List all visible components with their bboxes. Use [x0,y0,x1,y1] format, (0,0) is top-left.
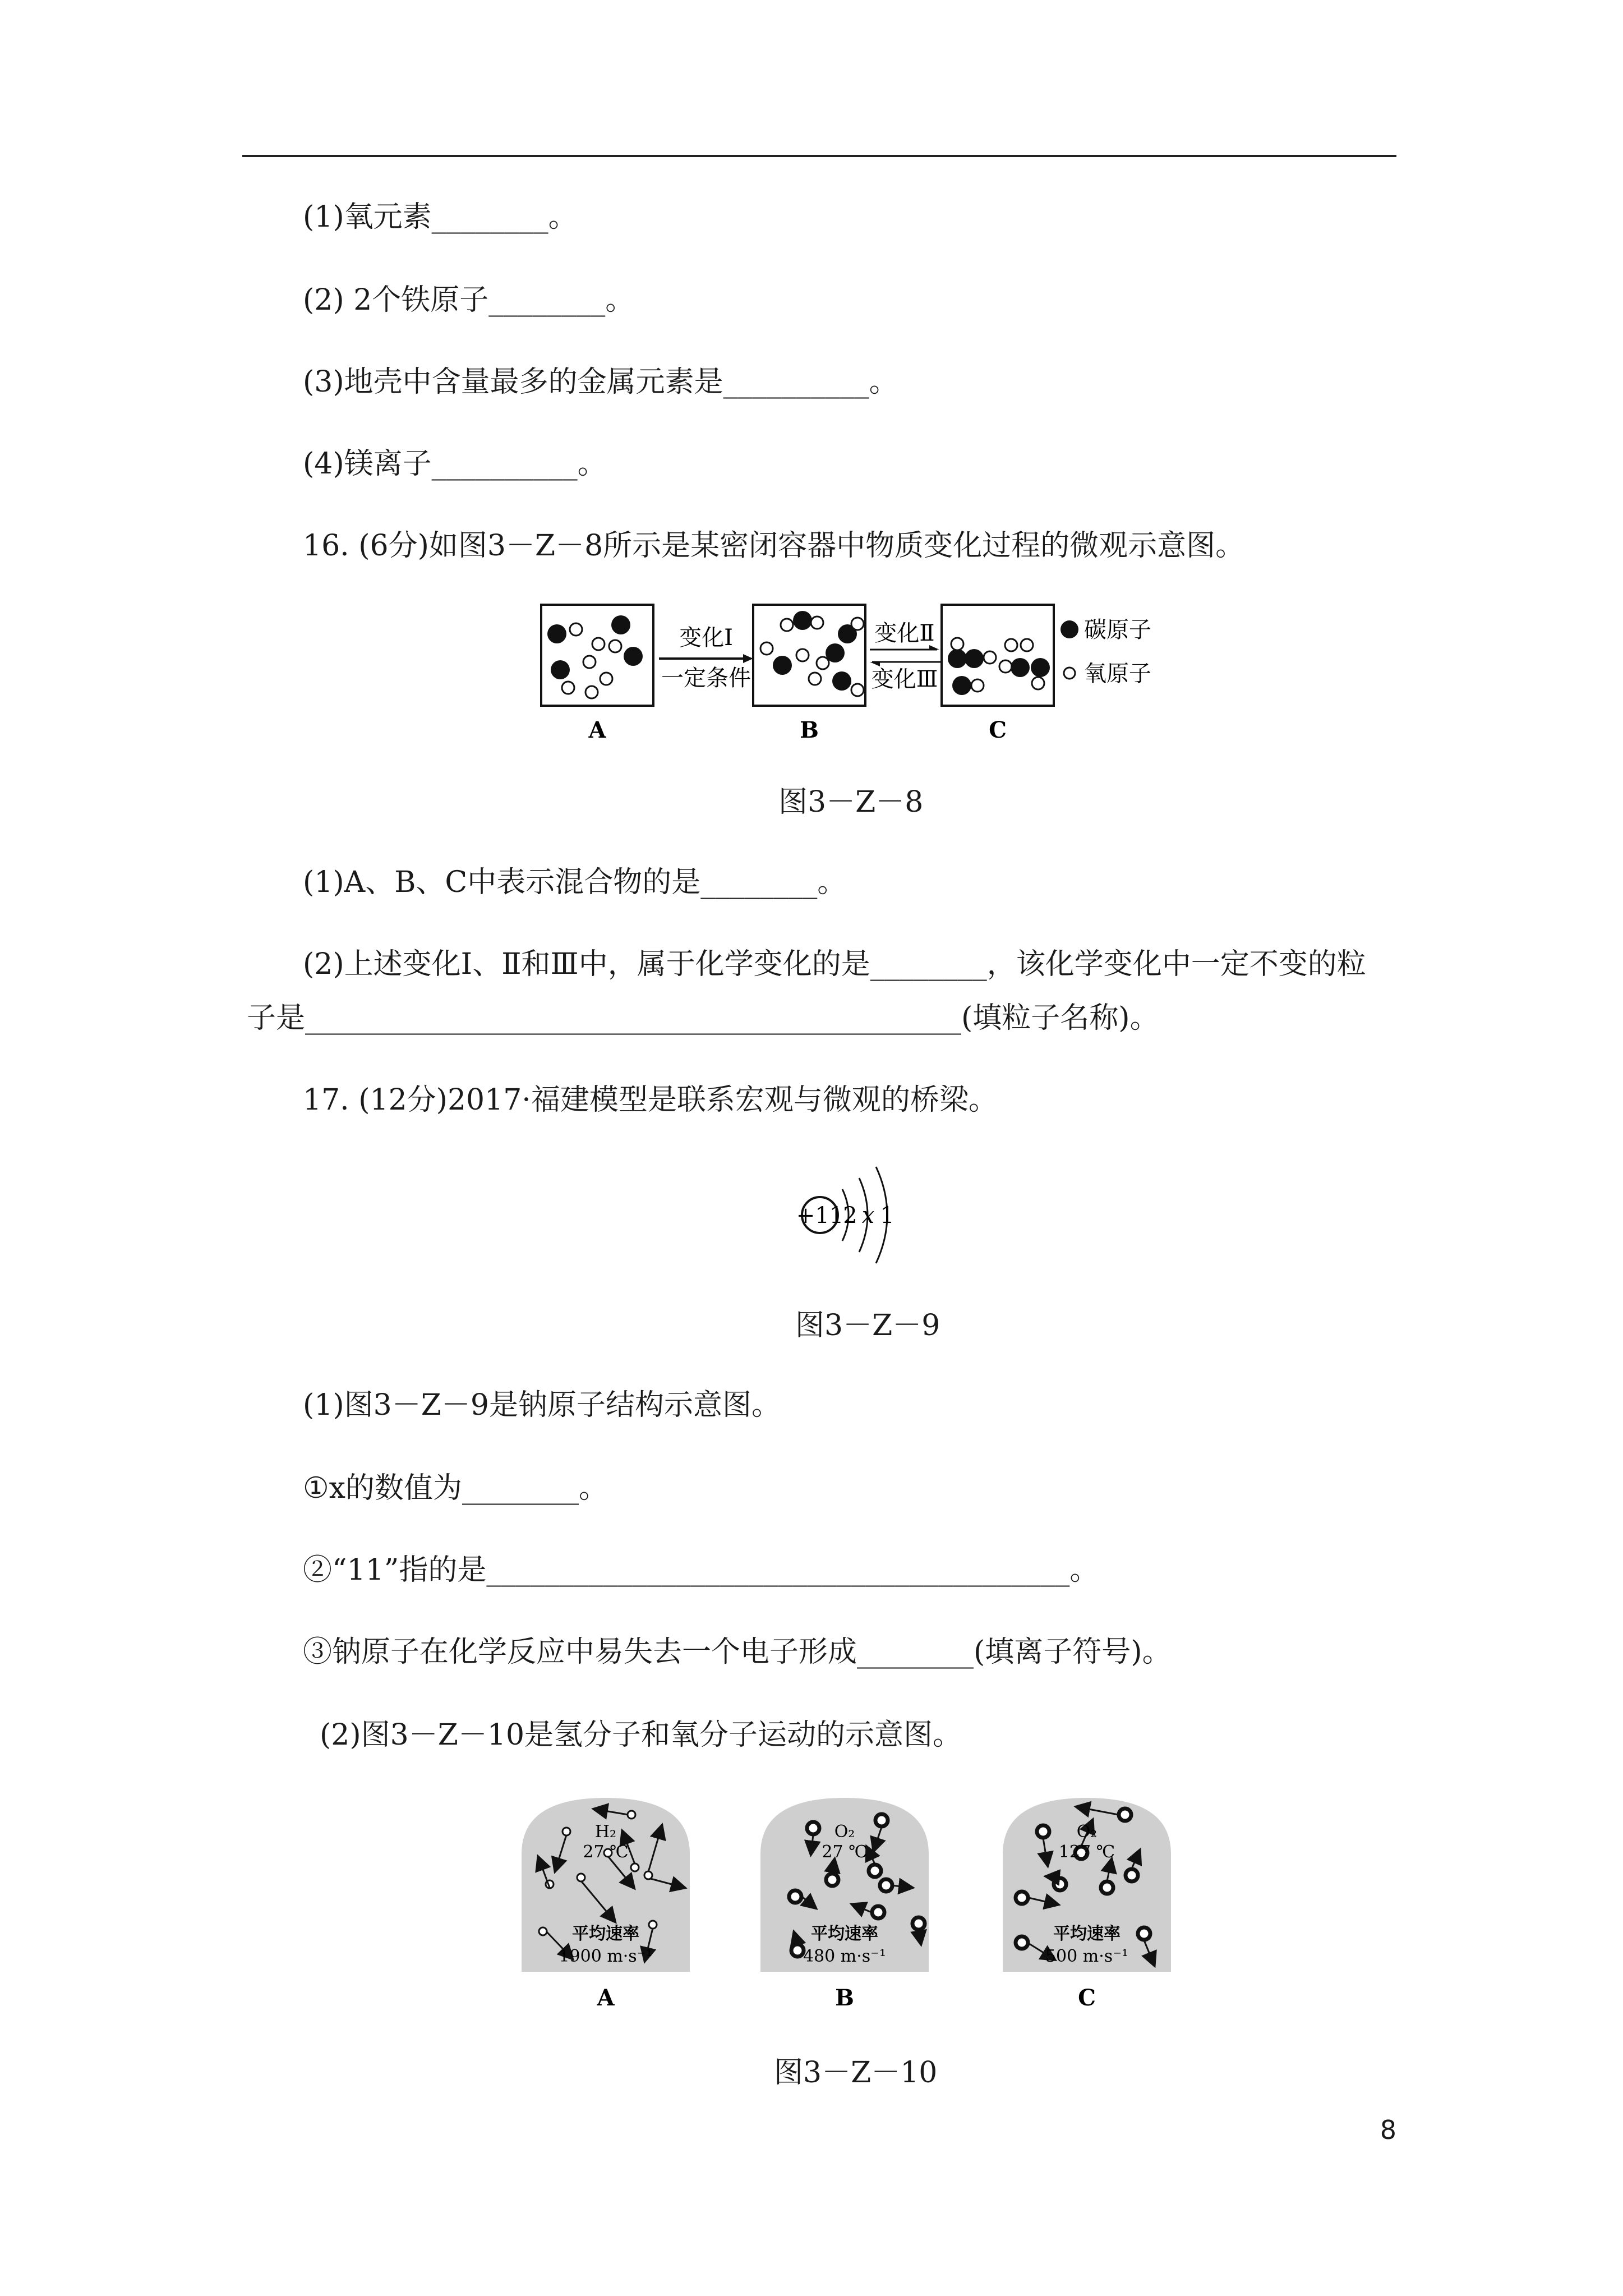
figure-9-caption: 图3－Z－9 [795,1309,940,1342]
legend-carbon-marker [1061,620,1078,638]
panel-c-gas: O₂ [1076,1822,1098,1842]
panel-b-gas: O₂ [834,1822,855,1842]
legend-carbon-label: 碳原子 [1084,617,1151,643]
header-rule [242,155,1396,157]
legend-oxygen-label: 氧原子 [1084,661,1151,687]
arrow-2-top-label: 变化Ⅱ [874,620,935,646]
q15-3-line: (3)地壳中含量最多的金属元素是__________。 [303,365,898,399]
arrow-change-1 [659,654,753,663]
panel-b-speed-label: 平均速率 [811,1924,878,1944]
q16-2-line: (2)上述变化Ⅰ、Ⅱ和Ⅲ中，属于化学变化的是________，该化学变化中一定不变的粒 [303,947,1366,981]
q17-1-c-line: ③钠原子在化学反应中易失去一个电子形成________(填离子符号)。 [303,1635,1172,1669]
q15-2-line: (2) 2个铁原子________。 [303,283,635,317]
q16-stem: 16. (6分)如图3－Z－8所示是某密闭容器中物质变化过程的微观示意图。 [303,529,1245,563]
figure-8-caption: 图3－Z－8 [778,785,924,819]
panel-b-label: B [835,1985,854,2011]
q16-1-line: (1)A、B、C中表示混合物的是________。 [303,866,847,899]
panel-c-speed-label: 平均速率 [1053,1924,1121,1944]
q17-1-b-line: ②“11”指的是________________________________________。 [303,1553,1099,1587]
box-b-label: B [800,717,819,743]
box-c-label: C [989,717,1007,743]
panel-c-speed: 500 m·s⁻¹ [1045,1947,1129,1966]
panel-b-speed: 480 m·s⁻¹ [803,1947,887,1966]
arrow-change-2-3 [870,645,940,666]
q17-stem: 17. (12分)2017·福建模型是联系宏观与微观的桥梁。 [303,1083,998,1117]
panel-a-gas: H₂ [594,1822,617,1842]
nucleus-label: +11 [796,1203,844,1228]
box-a-label: A [588,717,606,743]
panel-a-speed: 1900 m·s⁻¹ [559,1947,653,1966]
q17-1-line: (1)图3－Z－9是钠原子结构示意图。 [303,1388,781,1422]
q15-4-line: (4)镁离子__________。 [303,447,607,481]
q17-1-a-line: ①x的数值为________。 [303,1471,608,1505]
panel-a-label: A [597,1985,615,2011]
box-c [942,605,1054,706]
q16-2-line-continued: 子是_____________________________________________(填粒子名称)。 [247,1001,1159,1035]
shell-2-count: x [861,1203,875,1228]
panel-b-temp: 27 ℃ [822,1842,868,1862]
page-number: 8 [1380,2115,1396,2145]
q15-1-line: (1)氧元素________。 [303,200,578,234]
arrow-1-bottom-label: 一定条件 [661,665,751,691]
figure-3-z-10 [516,1792,1178,2022]
legend-oxygen-marker [1064,668,1075,679]
shell-1-count: 2 [843,1203,857,1228]
figure-3-z-8 [536,600,1181,752]
panel-c-label: C [1078,1985,1096,2011]
box-b [753,605,865,706]
arrow-2-bottom-label: 变化Ⅲ [871,666,938,692]
figure-10-caption: 图3－Z－10 [774,2056,938,2090]
q17-2-line: (2)图3－Z－10是氢分子和氧分子运动的示意图。 [320,1718,962,1752]
shell-3-count: 1 [880,1203,895,1228]
panel-a-speed-label: 平均速率 [572,1924,639,1944]
arrow-1-top-label: 变化Ⅰ [679,625,733,651]
figure-3-z-9 [796,1161,909,1273]
box-a [541,605,653,706]
panel-a-temp: 27 ℃ [583,1842,629,1862]
panel-c-temp: 127 ℃ [1058,1842,1115,1862]
